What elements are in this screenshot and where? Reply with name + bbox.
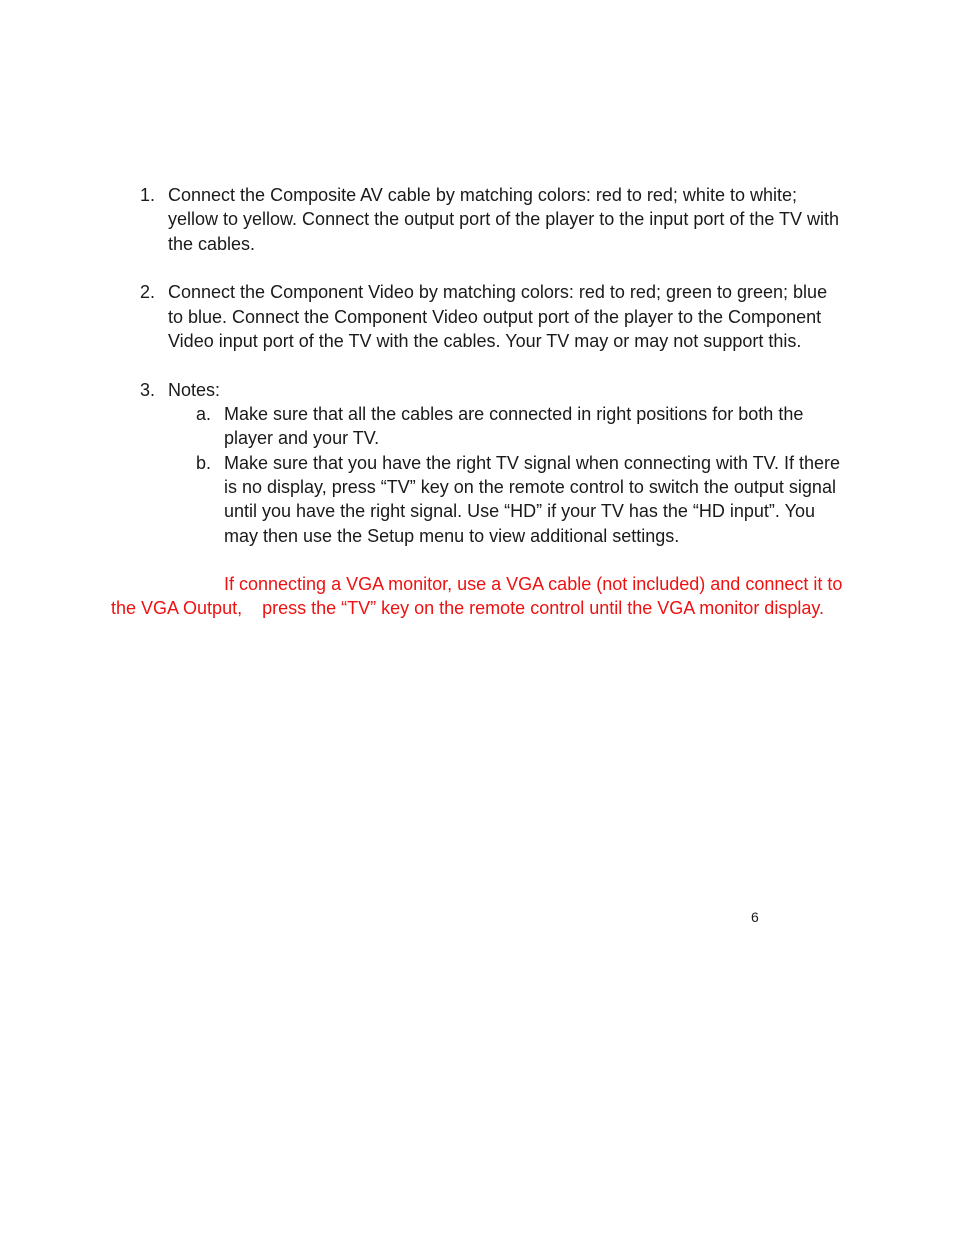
step-number: 1. xyxy=(140,185,156,205)
note-text: Make sure that you have the right TV signal when connecting with TV. If there is no display, press “TV” key on the remote control to switch the output signal until you have the right signal. Use “HD” if your TV has the “HD input”. You may then use the Setup menu to view additional settings. xyxy=(224,452,841,546)
step-item-3 xyxy=(0,378,954,548)
notes-list xyxy=(168,402,844,548)
step-number: 3. xyxy=(140,379,156,400)
note-letter: b. xyxy=(196,452,212,473)
note-item-b xyxy=(168,451,844,548)
instruction-list xyxy=(0,183,954,572)
step-text: Connect the Component Video by matching colors: red to red; green to green; blue to blue. Connect the Component Video output port of the player to the Component Video input port of the TV with the cables. Your TV may or may not support this. xyxy=(168,282,828,351)
step-item-1 xyxy=(0,183,954,256)
step-number: 2. xyxy=(140,282,156,303)
step-item-2 xyxy=(0,280,954,353)
note-letter: a. xyxy=(196,404,212,425)
vga-monitor-note: If connecting a VGA monitor, use a VGA cable (not included) and connect it to the VGA Output, press the “TV” key on the remote control until the VGA monitor display. xyxy=(111,574,848,619)
note-text: Make sure that all the cables are connected in right positions for both the player and your TV. xyxy=(224,404,804,449)
step-text: Notes: xyxy=(168,379,221,400)
step-text: Connect the Composite AV cable by matching colors: red to red; white to white; yellow to yellow. Connect the output port of the player to the input port of the TV with the cables. xyxy=(168,185,840,254)
page-number: 6 xyxy=(751,909,759,925)
note-item-a xyxy=(168,402,844,451)
